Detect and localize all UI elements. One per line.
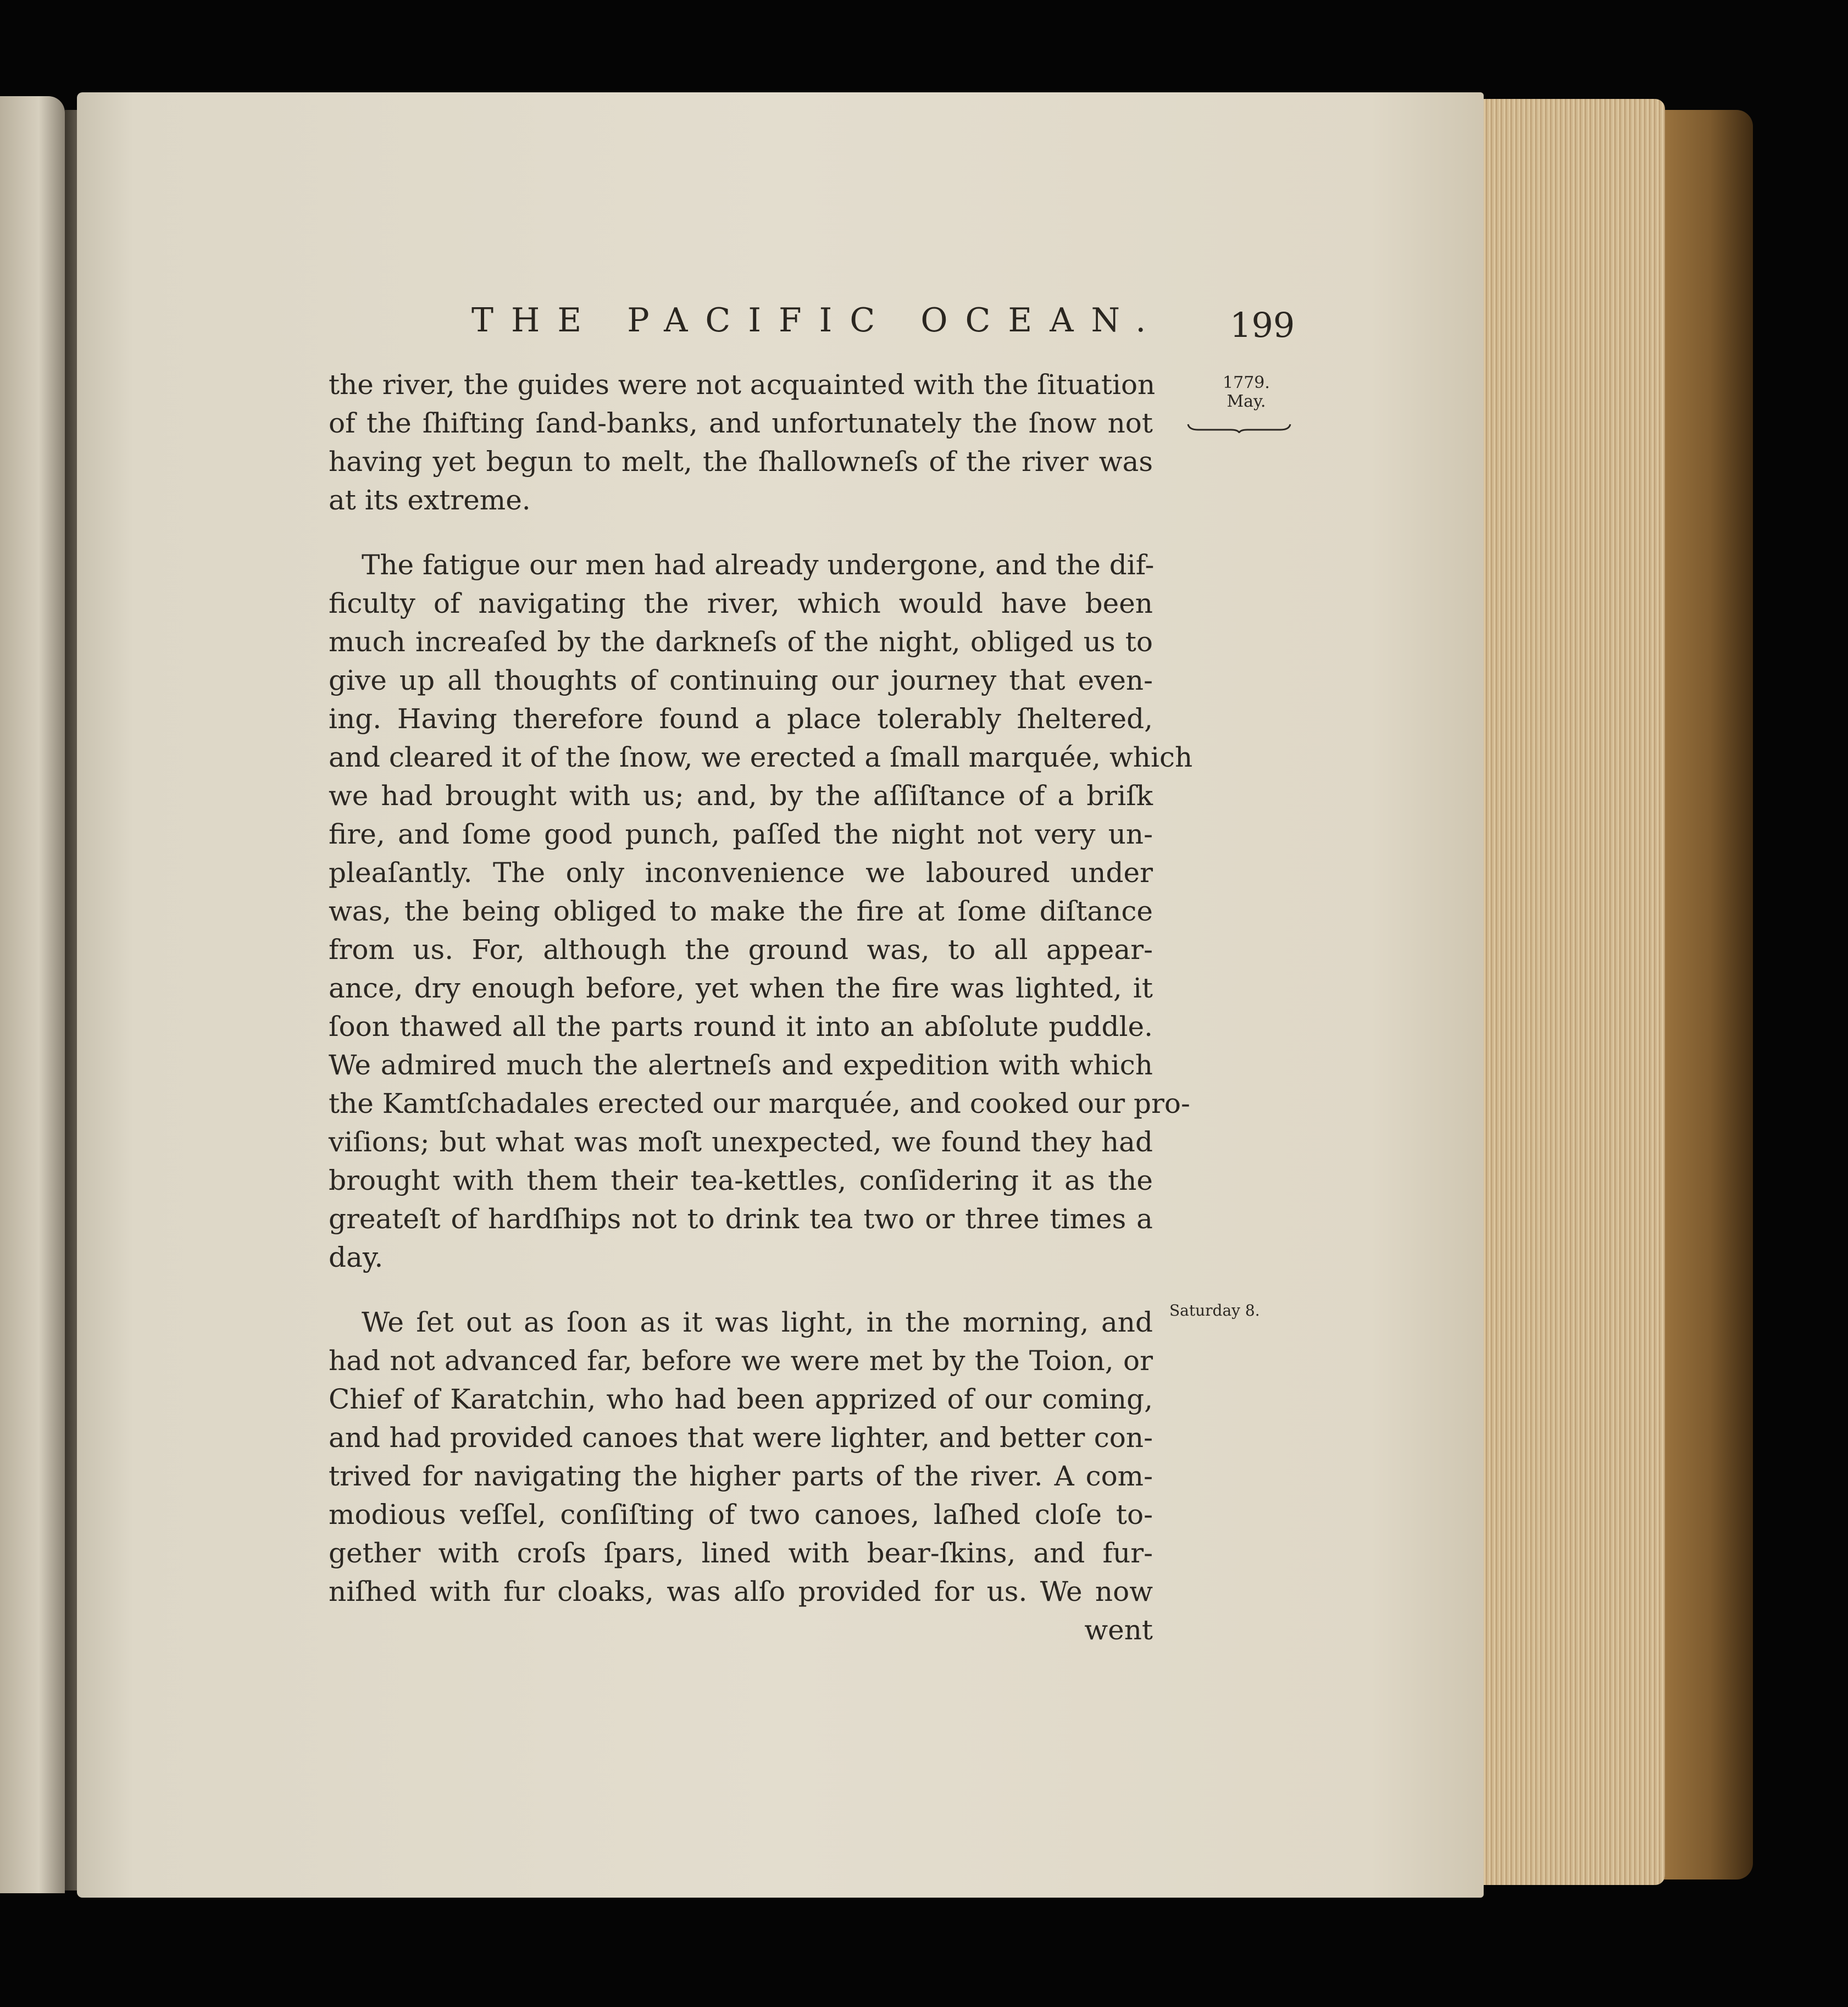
text-line: at its extreme. [329, 484, 531, 516]
text-line: we had brought with us; and, by the aſſiſtance of a briſk [329, 780, 1153, 812]
paragraph [329, 1303, 1153, 1611]
text-line: We admired much the alertneſs and expedition with which [329, 1049, 1153, 1081]
text-line: pleaſantly. The only inconvenience we laboured under [329, 857, 1153, 889]
text-line: the Kamtſchadales erected our marquée, and cooked our pro- [329, 1088, 1190, 1119]
margin-month: May. [1227, 392, 1266, 411]
text-line: We ſet out as ſoon as it was light, in the morning, and [362, 1306, 1153, 1338]
text-line: of the ſhifting ſand-banks, and unfortunately the ſnow not [329, 407, 1153, 439]
paragraph [329, 546, 1193, 1277]
text-line: much increaſed by the darkneſs of the night, obliged us to [329, 626, 1153, 658]
brace-ornament [1187, 422, 1291, 433]
text-line: greateſt of hardſhips not to drink tea two or three times a [329, 1203, 1153, 1235]
text-line: modious veſſel, conſiſting of two canoes, laſhed cloſe to- [329, 1499, 1153, 1531]
page-block-edges [1478, 99, 1665, 1885]
text-line: ance, dry enough before, yet when the fire was lighted, it [329, 972, 1153, 1004]
text-line: and had provided canoes that were lighter, and better con- [329, 1422, 1153, 1454]
margin-note-saturday: Saturday 8. [1169, 1301, 1260, 1319]
text-line: brought with them their tea-kettles, conſidering it as the [329, 1165, 1153, 1196]
facing-page-edge [0, 96, 65, 1893]
text-line: day. [329, 1241, 384, 1273]
text-line: the river, the guides were not acquainted with the ſituation [329, 369, 1156, 401]
text-line: having yet begun to melt, the ſhallowneſs of the river was [329, 446, 1153, 478]
running-head: THE PACIFIC OCEAN. [471, 301, 1164, 340]
page-number: 199 [1230, 305, 1295, 345]
text-line: and cleared it of the ſnow, we erected a ſmall marquée, which [329, 741, 1193, 773]
catchword: went [1084, 1614, 1153, 1646]
text-line: was, the being obliged to make the fire at ſome diſtance [329, 895, 1153, 927]
text-line: viſions; but what was moſt unexpected, we found they had [329, 1126, 1153, 1158]
text-line: fire, and ſome good punch, paſſed the night not very un- [329, 818, 1153, 850]
text-line: ficulty of navigating the river, which would have been [329, 587, 1153, 619]
margin-year: 1779. [1223, 373, 1270, 392]
text-line: give up all thoughts of continuing our journey that even- [329, 664, 1153, 696]
text-line: trived for navigating the higher parts of the river. A com- [329, 1460, 1153, 1492]
text-line: from us. For, although the ground was, to all appear- [329, 934, 1153, 966]
paragraph [329, 365, 1156, 519]
text-line: The fatigue our men had already undergone, and the dif- [362, 549, 1155, 581]
text-line: ing. Having therefore found a place tolerably ſheltered, [329, 703, 1153, 735]
text-line: gether with croſs ſpars, lined with bear-ſkins, and fur- [329, 1537, 1153, 1569]
margin-note-date [1202, 374, 1290, 411]
text-line: niſhed with fur cloaks, was alſo provided for us. We now [329, 1576, 1153, 1607]
text-line: Chief of Karatchin, who had been apprized of our coming, [329, 1383, 1153, 1415]
text-line: had not advanced far, before we were met by the Toion, or [329, 1345, 1153, 1377]
text-line: ſoon thawed all the parts round it into an abſolute puddle. [329, 1011, 1153, 1043]
body-text [329, 365, 1193, 1649]
